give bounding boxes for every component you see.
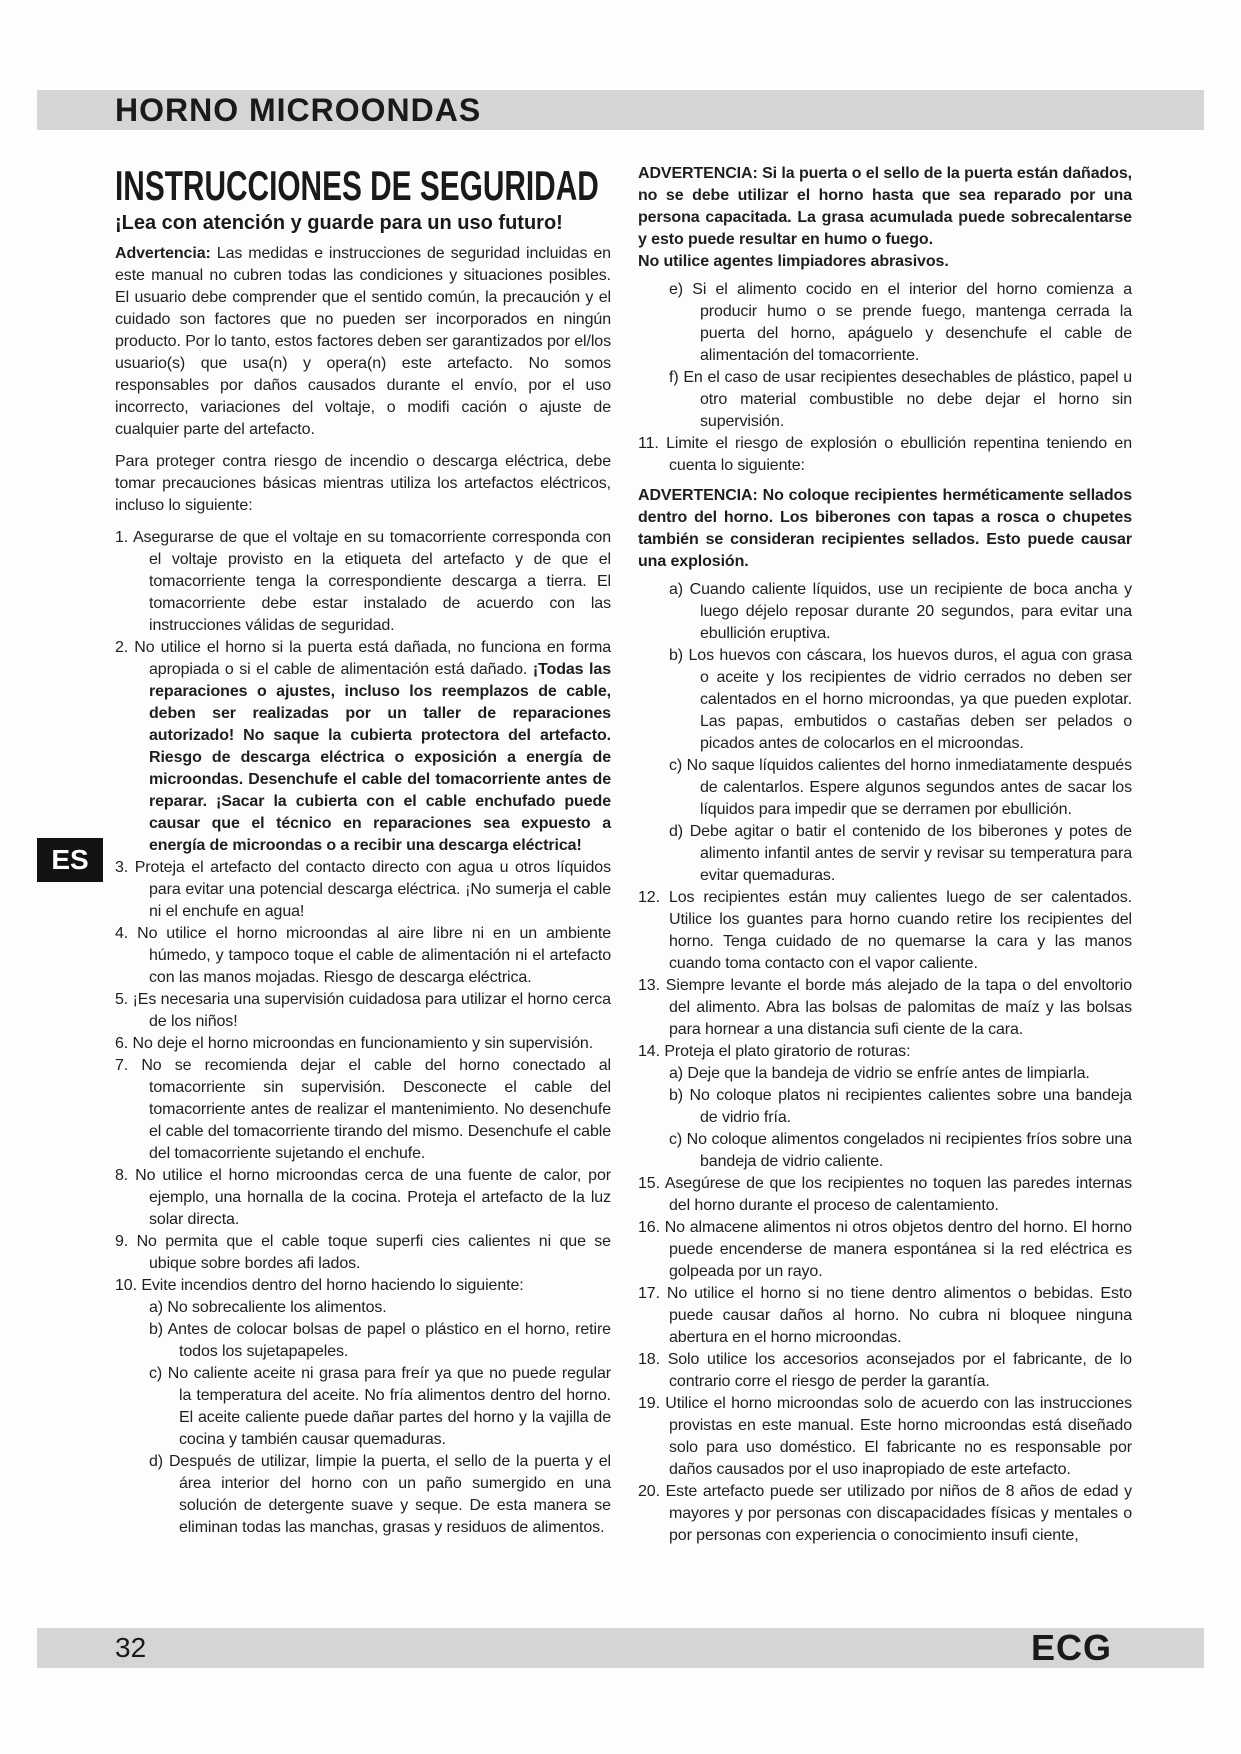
- item-text: No deje el horno microondas en funcionamiento y sin supervisión.: [132, 1035, 594, 1052]
- sub-list-item: [669, 367, 1132, 433]
- item-number: 13.: [638, 977, 660, 994]
- item-number: 1.: [115, 529, 129, 546]
- list-item: [638, 1349, 1132, 1393]
- door-warning-text: ADVERTENCIA: Si la puerta o el sello de la puerta están dañados, no se debe utilizar el horno hasta que sea reparado por una persona capacitada. La grasa acumulada puede sobrecalentarse y esto puede resultar en humo o fuego.: [638, 165, 1132, 248]
- list-item: [115, 637, 611, 857]
- sub-item-marker: d): [149, 1453, 164, 1470]
- list-item: [115, 1055, 611, 1165]
- list-item: [115, 1033, 611, 1055]
- sub-list: [669, 279, 1132, 433]
- sub-list-item: [149, 1319, 611, 1363]
- item-number: 7.: [115, 1057, 129, 1074]
- item-number: 20.: [638, 1483, 660, 1500]
- sub-item-marker: d): [669, 823, 684, 840]
- warning-paragraph: [115, 243, 611, 441]
- item-text: Limite el riesgo de explosión o ebullición repentina teniendo en cuenta lo siguiente:: [666, 435, 1132, 474]
- item-text: No utilice el horno si la puerta está dañada, no funciona en forma apropiada o si el cable de alimentación está dañado.: [134, 639, 611, 678]
- item-bold-text: ¡Todas las reparaciones o ajustes, incluso los reemplazos de cable, deben ser realizadas por un taller de reparaciones autorizado! No saque la cubierta protectora del artefacto. Riesgo de descarga eléctrica o exposición a energía de microondas. Desenchufe el cable del tomacorriente antes de reparar. ¡Sacar la cubierta con el cable enchufado puede causar que el técnico en reparaciones sea expuesto a energía de microondas o a recibir una descarga eléctrica!: [149, 661, 611, 854]
- sub-list-item: [149, 1363, 611, 1451]
- list-item: [638, 433, 1132, 477]
- sub-item-text: Si el alimento cocido en el interior del horno comienza a producir humo o se prende fuego, mantenga cerrada la puerta del horno, apáguelo y desenchufe el cable de alimentación del tomacorriente.: [692, 281, 1132, 364]
- door-warning: [638, 163, 1132, 273]
- sub-list-item: [149, 1297, 611, 1319]
- list-item: [115, 857, 611, 923]
- brand-logo: ECG: [1031, 1627, 1113, 1668]
- safety-list-continued: [638, 887, 1132, 1547]
- sub-list-item: [669, 1129, 1132, 1173]
- sub-item-text: No sobrecaliente los alimentos.: [167, 1299, 387, 1316]
- item-number: 11.: [638, 435, 659, 452]
- item-text: No utilice el horno si no tiene dentro alimentos o bebidas. Esto puede causar daños al horno. No cubra ni bloquee ninguna abertura en el horno microondas.: [666, 1285, 1132, 1346]
- section-title-wrap: [115, 163, 611, 209]
- sub-item-text: No coloque platos ni recipientes calientes sobre una bandeja de vidrio fría.: [689, 1087, 1132, 1126]
- item-text: Siempre levante el borde más alejado de la tapa o del envoltorio del alimento. Abra las bolsas de palomitas de maíz y las bolsas para hornear a una distancia sufi ciente de la cara.: [665, 977, 1133, 1038]
- item-number: 10.: [115, 1277, 137, 1294]
- item-number: 18.: [638, 1351, 660, 1368]
- sub-item-text: No coloque alimentos congelados ni recipientes fríos sobre una bandeja de vidrio caliente.: [686, 1131, 1132, 1170]
- item-number: 17.: [638, 1285, 660, 1302]
- footer-bar: [37, 1628, 1204, 1668]
- item-text: No utilice el horno microondas al aire libre ni en un ambiente húmedo, y tampoco toque el cable de alimentación ni el artefacto con las manos mojadas. Riesgo de descarga eléctrica.: [137, 925, 611, 986]
- item-number: 14.: [638, 1043, 660, 1060]
- item-text: Proteja el plato giratorio de roturas:: [664, 1043, 911, 1060]
- item-text: Este artefacto puede ser utilizado por niños de 8 años de edad y mayores y por personas con discapacidades físicas y mentales o por personas con experiencia o conocimiento insufi ciente,: [665, 1483, 1132, 1544]
- sub-item-marker: b): [669, 1087, 684, 1104]
- list-item: [115, 1275, 611, 1297]
- sub-list: [149, 1297, 611, 1539]
- list-item: [115, 527, 611, 637]
- sub-item-marker: c): [669, 757, 683, 774]
- sub-list-item: [669, 279, 1132, 367]
- item-text: Proteja el artefacto del contacto directo con agua u otros líquidos para evitar una potencial descarga eléctrica. ¡No sumerja el cable ni el enchufe en agua!: [134, 859, 611, 920]
- header-title: HORNO MICROONDAS: [115, 92, 482, 128]
- list-item: [638, 1283, 1132, 1349]
- sub-list-item: [669, 1063, 1132, 1085]
- sub-item-text: En el caso de usar recipientes desechables de plástico, papel u otro material combustible no debe dejar el horno sin supervisión.: [683, 369, 1132, 430]
- warning-text: Las medidas e instrucciones de seguridad incluidas en este manual no cubren todas las condiciones y situaciones posibles. El usuario debe comprender que el sentido común, la precaución y el cuidado son factores que no pueden ser incorporados en ningún producto. Por lo tanto, estos factores deben ser garantizados por el/los usuario(s) que usa(n) y opera(n) este artefacto. No somos responsables por daños causados durante el envío, por el uso incorrecto, variaciones del voltaje, o modifi cación o ajuste de cualquier parte del artefacto.: [115, 245, 611, 438]
- sub-item-marker: f): [669, 369, 679, 386]
- protection-paragraph: Para proteger contra riesgo de incendio o descarga eléctrica, debe tomar precauciones básicas mientras utiliza los artefactos eléctricos, incluso lo siguiente:: [115, 453, 611, 514]
- list-item: [115, 989, 611, 1033]
- item-number: 9.: [115, 1233, 129, 1250]
- item-number: 4.: [115, 925, 129, 942]
- item-number: 16.: [638, 1219, 660, 1236]
- item-number: 8.: [115, 1167, 129, 1184]
- sub-list-item: [149, 1451, 611, 1539]
- item-number: 12.: [638, 889, 660, 906]
- safety-list: [115, 527, 611, 1539]
- list-item: [638, 887, 1132, 975]
- sub-item-marker: a): [669, 581, 684, 598]
- language-tab: ES: [37, 838, 103, 882]
- item-text: No se recomienda dejar el cable del horno conectado al tomacorriente sin supervisión. Desconecte el cable del tomacorriente antes de realizar el mantenimiento. No desenchufe el cable del tomacorriente tirando del mismo. Desenchufe el cable del tomacorriente sujetando el enchufe.: [141, 1057, 611, 1162]
- item-text: ¡Es necesaria una supervisión cuidadosa para utilizar el horno cerca de los niños!: [132, 991, 611, 1030]
- item-text: Asegúrese de que los recipientes no toquen las paredes internas del horno durante el proceso de calentamiento.: [664, 1175, 1132, 1214]
- sub-item-text: Cuando caliente líquidos, use un recipiente de boca ancha y luego déjelo reposar durante 20 segundos, para evitar una ebullición eruptiva.: [689, 581, 1132, 642]
- list-item: [638, 1393, 1132, 1481]
- sub-item-marker: c): [149, 1365, 163, 1382]
- sub-list-item: [669, 1085, 1132, 1129]
- item-text: Solo utilice los accesorios aconsejados por el fabricante, de lo contrario corre el riesgo de perder la garantía.: [667, 1351, 1132, 1390]
- page-number: 32: [115, 1632, 147, 1663]
- sub-list: [669, 579, 1132, 887]
- header-bar: [37, 90, 1204, 130]
- sub-item-text: Debe agitar o batir el contenido de los biberones y potes de alimento infantil antes de servir y revisar su temperatura para evitar quemaduras.: [689, 823, 1132, 884]
- sub-item-text: Los huevos con cáscara, los huevos duros, el agua con grasa o aceite y los recipientes de vidrio cerrados no deben ser calentados en el horno microondas, ya que pueden explotar. Las papas, embutidos o castañas deben ser pelados o picados antes de colocarlos en el microondas.: [688, 647, 1133, 752]
- sealed-container-warning: ADVERTENCIA: No coloque recipientes herméticamente sellados dentro del horno. Los biberones con tapas a rosca o chupetes también se consideran recipientes sellados. Esto puede causar una explosión.: [638, 487, 1132, 570]
- sub-list-item: [669, 645, 1132, 755]
- sub-item-text: Antes de colocar bolsas de papel o plástico en el horno, retire todos los sujetapapeles.: [167, 1321, 611, 1360]
- item-number: 6.: [115, 1035, 129, 1052]
- right-column: [638, 163, 1132, 1547]
- sub-item-marker: c): [669, 1131, 683, 1148]
- abrasive-warning-text: No utilice agentes limpiadores abrasivos.: [638, 253, 949, 270]
- sub-item-text: No caliente aceite ni grasa para freír ya que no puede regular la temperatura del aceite. No fría alimentos dentro del horno. El aceite caliente puede dañar partes del horno y la vajilla de cocina y también causar quemaduras.: [167, 1365, 611, 1448]
- list-item: [638, 975, 1132, 1041]
- list-item: [638, 1173, 1132, 1217]
- item-text: No utilice el horno microondas cerca de una fuente de calor, por ejemplo, una hornalla de la cocina. Proteja el artefacto de la luz solar directa.: [135, 1167, 611, 1228]
- sub-list-item: [669, 579, 1132, 645]
- list-item: [115, 1165, 611, 1231]
- item-number: 19.: [638, 1395, 660, 1412]
- list-item: [638, 1041, 1132, 1063]
- list-item: [115, 923, 611, 989]
- sub-item-marker: b): [149, 1321, 164, 1338]
- sub-item-text: Deje que la bandeja de vidrio se enfríe antes de limpiarla.: [687, 1065, 1090, 1082]
- item-text: Evite incendios dentro del horno haciendo lo siguiente:: [141, 1277, 524, 1294]
- sub-item-marker: a): [669, 1065, 684, 1082]
- list-item: [638, 1481, 1132, 1547]
- sub-item-marker: a): [149, 1299, 164, 1316]
- sub-item-marker: b): [669, 647, 684, 664]
- section-title: INSTRUCCIONES DE SEGURIDAD: [115, 162, 599, 209]
- warning-label: Advertencia:: [115, 245, 211, 262]
- item-number: 15.: [638, 1175, 660, 1192]
- item-number: 5.: [115, 991, 129, 1008]
- section-subtitle: ¡Lea con atención y guarde para un uso futuro!: [115, 212, 563, 234]
- sub-list: [669, 1063, 1132, 1173]
- sub-item-text: Después de utilizar, limpie la puerta, el sello de la puerta y el área interior del horno con un paño sumergido en una solución de detergente suave y seque. De esta manera se eliminan todas las manchas, grasas y residuos de alimentos.: [168, 1453, 611, 1536]
- item-text: Utilice el horno microondas solo de acuerdo con las instrucciones provistas en este manual. Este horno microondas está diseñado solo para uso doméstico. El fabricante no es responsable por daños causados por el uso inapropiado de este artefacto.: [665, 1395, 1132, 1478]
- item-number: 3.: [115, 859, 129, 876]
- sub-item-text: No saque líquidos calientes del horno inmediatamente después de calentarlos. Espere algunos segundos antes de sacar los líquidos para impedir que se derramen por ebullición.: [686, 757, 1132, 818]
- sub-item-marker: e): [669, 281, 684, 298]
- item-text: Los recipientes están muy calientes luego de ser calentados. Utilice los guantes para horno cuando retire los recipientes del horno. Tenga cuidado de no quemarse la cara y las manos cuando toma contacto con el vapor caliente.: [668, 889, 1132, 972]
- sub-list-item: [669, 821, 1132, 887]
- item-text: No almacene alimentos ni otros objetos dentro del horno. El horno puede encenderse de manera espontánea si la red eléctrica es golpeada por un rayo.: [664, 1219, 1132, 1280]
- left-column: [115, 163, 611, 1539]
- item-text: No permita que el cable toque superfi cies calientes ni que se ubique sobre bordes afi lados.: [136, 1233, 611, 1272]
- list-item: [115, 1231, 611, 1275]
- item-text: Asegurarse de que el voltaje en su tomacorriente corresponda con el voltaje provisto en la etiqueta del artefacto y de que el tomacorriente tenga la correspondiente descarga a tierra. El tomacorriente debe estar instalado de acuerdo con las instrucciones válidas de seguridad.: [132, 529, 611, 634]
- item-number: 2.: [115, 639, 129, 656]
- list-item: [638, 1217, 1132, 1283]
- sub-list-item: [669, 755, 1132, 821]
